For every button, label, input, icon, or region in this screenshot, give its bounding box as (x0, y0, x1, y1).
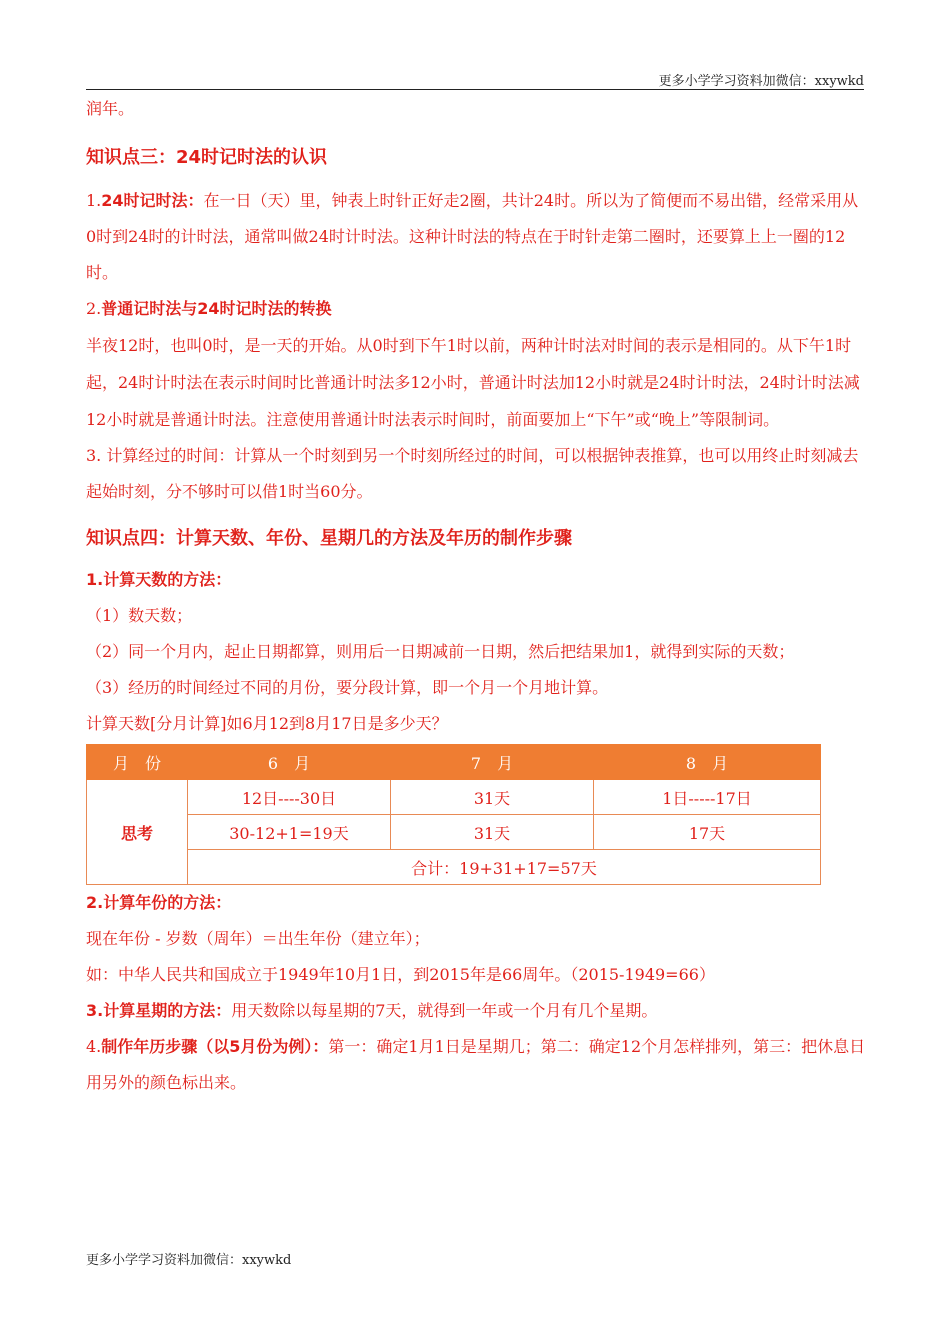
table-cell: 31天 (391, 815, 594, 850)
section4-title: 知识点四：计算天数、年份、星期几的方法及年历的制作步骤 (86, 528, 572, 549)
days-example: 计算天数[分月计算]如6月12到8月17日是多少天？ (86, 714, 448, 733)
week-label: 3.计算星期的方法： (86, 1001, 232, 1020)
header-month-label: 月 份 (87, 745, 188, 780)
table-cell: 17天 (594, 815, 821, 850)
header-august: 8 月 (594, 745, 821, 780)
page-header: 更多小学学习资料加微信：xxywkd (658, 74, 864, 89)
header-july: 7 月 (391, 745, 594, 780)
cal-label: 制作年历步骤（以5月份为例）： (101, 1037, 329, 1056)
table-total: 合计：19+31+17=57天 (188, 850, 821, 885)
p1-text: 在一日（天）里，钟表上时针正好走2圈，共计24时。所以为了简便而不易出错，经常采用从0时到24时的计时法，通常叫做24时计时法。这种计时法的特点在于时针走第二圈时，还要算上上一圈的12时。 (86, 191, 859, 282)
p1-label: 24时记时法： (101, 191, 204, 210)
days-heading: 1.计算天数的方法： (86, 570, 232, 589)
month-table (86, 744, 821, 885)
table-cell: 12日----30日 (188, 780, 391, 815)
week-method (86, 993, 866, 1029)
table-row (87, 815, 821, 850)
calendar-steps (86, 1029, 866, 1101)
section3-p3-text: 3. 计算经过的时间：计算从一个时刻到另一个时刻所经过的时间，可以根据钟表推算，也可以用终止时刻减去起始时刻，分不够时可以借1时当60分。 (86, 446, 859, 501)
section3-p2-heading (86, 291, 866, 327)
intro-text: 润年。 (86, 99, 135, 118)
section3-p1 (86, 183, 866, 291)
year-example: 如：中华人民共和国成立于1949年10月1日，到2015年是66周年。（2015-1949=66） (86, 965, 715, 984)
table-cell: 1日-----17日 (594, 780, 821, 815)
table-header-row (87, 745, 821, 780)
page-footer: 更多小学学习资料加微信：xxywkd (86, 1253, 292, 1268)
week-text: 用天数除以每星期的7天，就得到一年或一个月有几个星期。 (231, 1001, 658, 1020)
table-row (87, 850, 821, 885)
think-label: 思考 (87, 780, 188, 885)
year-formula: 现在年份 - 岁数（周年）＝出生年份（建立年）； (86, 929, 430, 948)
header-divider (86, 89, 864, 90)
table-row (87, 780, 821, 815)
days-method-2: （2）同一个月内，起止日期都算，则用后一日期减前一日期，然后把结果加1，就得到实际的天数； (86, 642, 795, 661)
days-method-3: （3）经历的时间经过不同的月份，要分段计算，即一个月一个月地计算。 (86, 678, 609, 697)
header-june: 6 月 (188, 745, 391, 780)
year-heading: 2.计算年份的方法： (86, 893, 232, 912)
cal-number: 4. (86, 1037, 102, 1056)
section3-title: 知识点三：24时记时法的认识 (86, 147, 328, 168)
document-body (86, 96, 866, 1101)
p2-number: 2. (86, 299, 102, 318)
days-method-1: （1）数天数； (86, 606, 193, 625)
table-cell: 30-12+1=19天 (188, 815, 391, 850)
section3-p2-text: 半夜12时，也叫0时，是一天的开始。从0时到下午1时以前，两种计时法对时间的表示是相同的。从下午1时起，24时计时法在表示时间时比普通计时法多12小时，普通计时法加12小时就是24时计时法，24时计时法减12小时就是普通计时法。注意使用普通计时法表示时间时，前面要加上“下午”或“晚上”等限制词。 (86, 336, 860, 429)
table-cell: 31天 (391, 780, 594, 815)
p2-label: 普通记时法与24时记时法的转换 (101, 299, 332, 318)
cal-text: 第一：确定1月1日是星期几；第二：确定12个月怎样排列，第三：把休息日用另外的颜色标出来。 (86, 1037, 866, 1092)
p1-number: 1. (86, 191, 102, 210)
